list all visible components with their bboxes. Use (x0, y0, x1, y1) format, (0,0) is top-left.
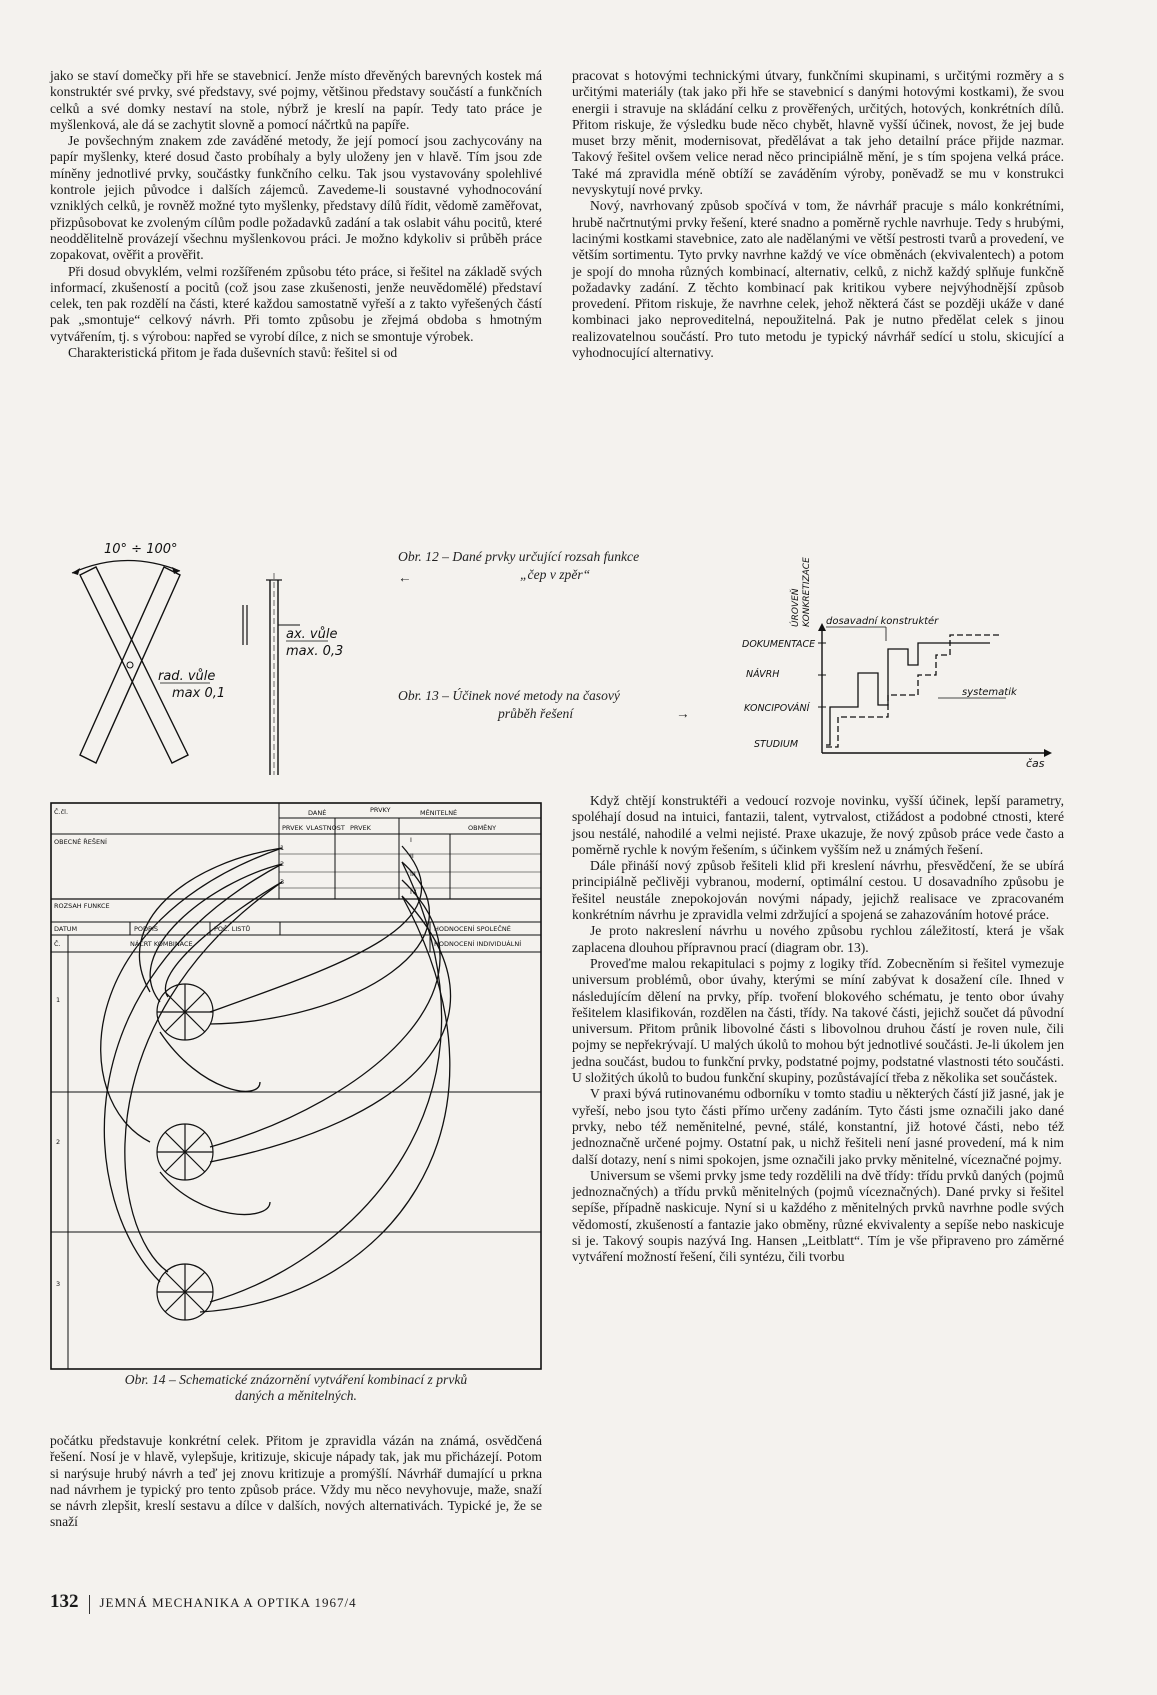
roman-numeral: I (410, 836, 412, 844)
figure-12-drawing (60, 535, 390, 775)
paragraph: Nový, navrhovaný způsob spočívá v tom, že návrhář pracuje s málo konkrétními, hrubě načrtnutými prvky řešení, které snadno a poměrně rychle navrhuje. Tedy s hrubými, lacinými kostkami stavebnice, zato ale nadělanými ve větší pestrosti tvarů a provedení, ve větším sortimentu. Tyto prvky navrhne každý ve více obměnách (ekvivalentech) a potom je spojí do mnoha různých kombinací, alternativ, celků, z nichž každý splňuje funkčně požadavky zadání. Z těchto kombinací pak kritikou vybere nejvýhodnější způsob provedení. Přitom riskuje, že navrhne celek, jehož některá část se později ukáže v dané kombinaci jako neproveditelná, nepoužitelná. Pak je nutno předělat celek s jinou realizovatelnou součástí. Pro tuto metodu je typický návrhář sedící u stolu, skicující a vyhodnocující alternativy. (572, 198, 1064, 361)
axial-clearance-max: max. 0,3 (286, 644, 344, 659)
header-prvek: PRVEK (282, 824, 303, 832)
radial-clearance-label: rad. vůle (158, 669, 216, 684)
figure-13-chart (738, 535, 1056, 770)
header-hodnoceni-spol: HODNOCENÍ SPOLEČNÉ (434, 925, 511, 933)
axial-clearance-label: ax. vůle (286, 627, 338, 642)
row-number: 3 (56, 1280, 61, 1288)
paragraph: Když chtějí konstruktéři a vedoucí rozvoje novinku, vyšší účinek, lepší parametry, spoléhají dosud na intuici, fantazii, talent, vytrvalost, ctižádost a podobné ctnosti, které jsou nestálé, nahodilé a velmi nejisté. Praxe ukazuje, že nový způsob práce vede často a poměrně rychle k novým řešením, s účinkem vyšším než u známých řešení. (572, 793, 1064, 857)
paragraph: Dále přináší nový způsob řešiteli klid při kreslení návrhu, přesvědčení, že se ubírá principiálně pečlivěji vybranou, moderní, optimální cestou. U dosavadního způsobu je řešitel neustále znepokojován novými nápady, jejichž realisace ve zpracovaném konkrétním návrhu je zpravidla velmi zdržující a spojená se zahazováním hotové práce. (572, 858, 1064, 923)
level-label: STUDIUM (754, 739, 799, 750)
roman-numeral: II (410, 852, 414, 860)
row-number: 3 (280, 878, 285, 886)
paragraph: Při dosud obvyklém, velmi rozšířeném způsobu této práce, si řešitel na základě svých informací, zkušeností a pocitů (což jsou zase zkušenosti, jenže neuvědomělé) představí celek, ten pak rozdělí na části, které každou samostatně vyřeší a z takto vyřešených částí pak „smontuje“ celkový návrh. Při tomto způsobu je zřejmá obdoba s hmotným vytvářením, tj. s výrobou: napřed se vyrobí dílce, z nich se smontuje výrobek. (50, 263, 542, 344)
header-cislo: Č.čl. (54, 808, 69, 816)
paragraph: jako se staví domečky při hře se stavebnicí. Jenže místo dřevěných barevných kostek má konstruktér své prvky, své představy, své pojmy, většinou představy součástí a funkčních celků a své domky nestaví na stole, nýbrž je kreslí na papír. Tedy tato práce je myšlenková, ale dá se zachytit slovně a pomocí náčrtků na papíře. (50, 68, 542, 132)
left-column-bottom (50, 1433, 542, 1531)
figure-14-caption-line1: Obr. 14 – Schematické znázornění vytváření kombinací z prvků (124, 1372, 468, 1387)
header-hodnoceni-ind: HODNOCENÍ INDIVIDUÁLNÍ (434, 940, 522, 948)
level-label: DOKUMENTACE (742, 639, 816, 650)
series-label-constructor: dosavadní konstruktér (826, 616, 939, 627)
figure-12-caption-line2: „čep v zpěr“ (520, 567, 591, 582)
radial-clearance-max: max 0,1 (172, 686, 226, 701)
figure-14-schema (50, 802, 542, 1370)
row-number: 1 (56, 996, 61, 1004)
y-axis-title: ÚROVEŇ (791, 588, 801, 627)
figure-13-caption-line1: Obr. 13 – Účinek nové metody na časový (398, 688, 620, 703)
header-dane: DANÉ (308, 809, 327, 817)
roman-numeral: III (410, 870, 416, 878)
level-label: NÁVRH (746, 669, 780, 680)
page-number: 132 (50, 1591, 79, 1612)
row-number: 2 (56, 1138, 61, 1146)
arrow-left-icon: ← (398, 570, 412, 585)
paragraph: Je povšechným znakem zde zaváděné metody, že její pomocí jsou zachycovány na papír myšlenky, které dosud často probíhaly a byly uloženy jen v hlavě. Tím jsou zde míněny jednotlivé prvky, součástky funkčního celku. Tak jsou vystavovány spolehlivé kontrole jejich původce i dalších zájemců. Zavedeme-li soustavné vyhodnocování vzniklých celků, je rovněž možné tyto myšlenky, představy dílů řídit, vědomě zaměřovat, přizpůsobovat ke zvoleným cílům podle požadavků zadání a tak oslabit váhu pocitů, které neoddělitelně provázejí všechnu myšlenkovou práci. Je možno kdykoliv si průběh práce zopakovat, ověřit a prověřit. (50, 133, 542, 263)
header-vlastnost: VLASTNOST (306, 824, 345, 832)
paragraph: Charakteristická přitom je řada duševních stavů: řešitel si od (68, 345, 398, 361)
header-rozsah: ROZSAH FUNKCE (54, 902, 110, 910)
series-label-systematic: systematik (962, 687, 1017, 698)
journal-name: JEMNÁ MECHANIKA A OPTIKA 1967/4 (99, 1595, 357, 1610)
paragraph: Proveďme malou rekapitulaci s pojmy z logiky tříd. Zobecněním si řešitel vymezuje universum problémů, obor úvahy, kterými se míní zabývat k dosažení cíle. Ihned v následujícím dělení na prvky, příp. tvoření blokového schématu, je tento obor úvahy řešitelem klasifikován, rozdělen na části, třídy. Na takové části, jejichž součet dá původní universum. Přitom průnik libovolné části s libovolnou druhou částí je roven nule, čili pojmy se nepřekrývají. U malých úkolů to mohou být jednotlivé součásti. Je-li úkolem jen jedna součást, budou to funkční prvky, podstatné pojmy, podstatné vlastnosti této součásti. U složitých úkolů to budou funkční skupiny, pozůstávající třeba z několika set součástek. (572, 955, 1064, 1086)
paragraph: počátku představuje konkrétní celek. Přitom je zpravidla vázán na známá, osvědčená řešení. Nosí je v hlavě, vylepšuje, kritizuje, skicuje nápady tak, jak mu přicházejí. Potom si narýsuje hrubý návrh a teď jej znovu kritizuje a promýšlí. Návrhář dumající u prkna nad návrhem je typický pro tento způsob práce. Vždy mu něco nevyhovuje, maže, snaží se návrh zlepšit, kreslí sestavu a dílce v dalších, nových alternativách. Typické je, že se snaží (50, 1433, 542, 1530)
header-pocet: POČ. LISTŮ (214, 925, 251, 933)
x-axis-label: čas (1026, 757, 1045, 770)
header-prvek-2: PRVEK (350, 824, 371, 832)
header-obmeny: OBMĚNY (468, 824, 497, 832)
right-column-top (572, 68, 1064, 361)
y-axis-title-2: KONKRETIZACE (802, 557, 812, 627)
paragraph: pracovat s hotovými technickými útvary, funkčními skupinami, s určitými rozměry a s určitými materiály (tak jako při hře se stavebnicí s danými hotovými kostkami), že svou energii i stravuje na skládání celku z prověřených, určitých, hotových, konkrétních dílů. Přitom riskuje, že výsledku bude něco chybět, hlavně vyšší účinek, novost, že jej bude muset brzy měnit, modernisovat, předělávat a tak jeho detailní práce přijde nazmar. Takový řešitel ovšem velice nerad něco principiálně mění, je s tím spojena velká práce. Také má zpravidla méně obtíží se zaváděním výroby, poněvadž se mu v konstrukci nevyskytují nové prvky. (572, 68, 1064, 198)
header-c: Č. (54, 940, 61, 948)
right-column-bottom (572, 793, 1064, 1266)
header-menitelne: MĚNITELNÉ (420, 809, 458, 817)
figure-12-caption-line1: Obr. 12 – Dané prvky určující rozsah funkce (398, 549, 640, 564)
row-number: 1 (280, 844, 285, 852)
level-label: KONCIPOVÁNÍ (744, 703, 810, 714)
angle-label: 10° ÷ 100° (104, 542, 178, 557)
paragraph: Je proto nakreslení návrhu u nového způsobu rychlou záležitostí, která je však zaplacena dlouhou přípravnou prací (diagram obr. 13). (572, 923, 1064, 955)
page-footer (50, 1591, 357, 1614)
header-obecne-reseni: OBECNÉ ŘEŠENÍ (54, 838, 107, 846)
figure-14-caption-line2: daných a měnitelných. (235, 1388, 357, 1404)
row-number: 2 (280, 860, 285, 868)
figure-13-caption-line2: průběh řešení (498, 706, 574, 721)
header-nacrt: NÁČRT KOMBINACE (130, 940, 193, 948)
header-podpis: PODPIS (134, 925, 159, 933)
paragraph: V praxi bývá rutinovanému odborníku v tomto stadiu u některých částí již jasné, jak je vyřeší, nebo jsou tyto části přímo určeny zadáním. Tyto části jsme označili jako dané prvky, nebo též neměnitelné, pevné, stálé, konstantní, již hotové části, nebo též jednoznačně určené pojmy. Ostatní pak, u nichž řešiteli není jasné provedení, má k nim další dotazy, není s nimi spokojen, jsme označili jako prvky měnitelné, víceznačné pojmy. (572, 1086, 1064, 1167)
paragraph: Universum se všemi prvky jsme tedy rozdělili na dvě třídy: třídu prvků daných (pojmů jednoznačných) a třídu prvků měnitelných (pojmů víceznačných). Dané prvky si řešitel sepíše, případně naskicuje. Nyní si u každého z měnitelných prvků navrhne podle svých vědomostí, zkušeností a fantazie jako obměny, různé ekvivalenty a sepíše nebo naskicuje si je. Takový soupis nazývá Ing. Hansen „Leitblatt“. Tím je vše připraveno pro záměrné vytváření možností řešení, čili syntézu, čili tvorbu (572, 1167, 1064, 1265)
header-prvky: PRVKY (370, 806, 391, 814)
arrow-right-icon: → (676, 706, 690, 721)
header-datum: DATUM (54, 925, 78, 933)
figure-14-caption (50, 1372, 542, 1405)
footer-divider (89, 1595, 90, 1614)
left-column-top (50, 68, 542, 361)
roman-numeral: IV (410, 888, 417, 896)
